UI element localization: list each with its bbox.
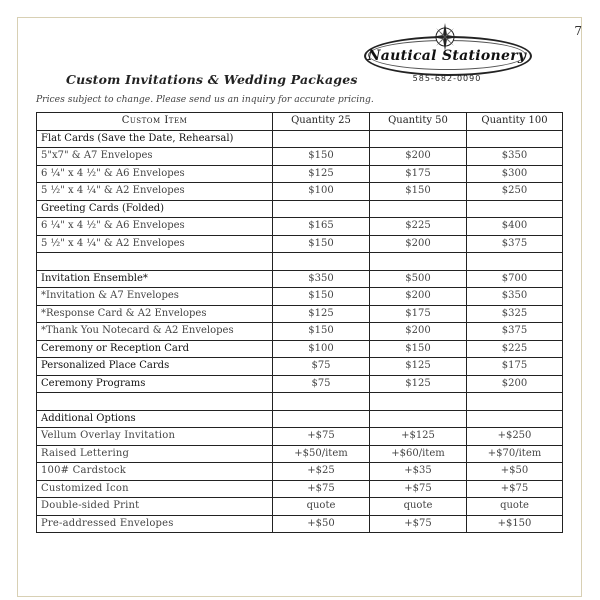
price-cell: $125 (370, 375, 467, 393)
price-cell: $375 (467, 323, 563, 341)
item-label: Flat Cards (Save the Date, Rehearsal) (37, 130, 273, 148)
item-label: Raised Lettering (37, 445, 273, 463)
header-custom-item: Custom Item (37, 113, 273, 131)
price-cell (467, 200, 563, 218)
price-cell: $200 (370, 235, 467, 253)
price-cell: $400 (467, 218, 563, 236)
price-cell (370, 393, 467, 411)
table-row (37, 253, 563, 271)
price-cell: quote (273, 498, 370, 516)
table-header-row (37, 113, 563, 131)
price-cell: $150 (273, 235, 370, 253)
price-cell: $325 (467, 305, 563, 323)
item-label: *Invitation & A7 Envelopes (37, 288, 273, 306)
price-cell: quote (370, 498, 467, 516)
table-row (37, 183, 563, 201)
table-row (37, 393, 563, 411)
page-subtitle: Prices subject to change. Please send us an inquiry for accurate pricing. (36, 94, 374, 105)
price-cell: $150 (370, 183, 467, 201)
table-row (37, 445, 563, 463)
page-title: Custom Invitations & Wedding Packages (66, 72, 358, 87)
price-cell: $200 (370, 288, 467, 306)
price-cell: +$250 (467, 428, 563, 446)
price-cell: $100 (273, 340, 370, 358)
table-row (37, 375, 563, 393)
price-cell: $375 (467, 235, 563, 253)
table-row (37, 428, 563, 446)
price-cell: $300 (467, 165, 563, 183)
price-cell: +$60/item (370, 445, 467, 463)
price-cell: $500 (370, 270, 467, 288)
item-label: Greeting Cards (Folded) (37, 200, 273, 218)
price-cell: +$125 (370, 428, 467, 446)
price-cell: $250 (467, 183, 563, 201)
item-label: Additional Options (37, 410, 273, 428)
price-cell: $200 (370, 148, 467, 166)
price-cell (370, 410, 467, 428)
price-cell: +$75 (370, 515, 467, 533)
price-cell (370, 253, 467, 271)
price-cell (467, 410, 563, 428)
price-cell: +$50 (273, 515, 370, 533)
table-row (37, 218, 563, 236)
price-cell: $350 (467, 288, 563, 306)
price-cell: $75 (273, 375, 370, 393)
table-row (37, 463, 563, 481)
price-cell: $100 (273, 183, 370, 201)
item-label: *Thank You Notecard & A2 Envelopes (37, 323, 273, 341)
item-label: Ceremony Programs (37, 375, 273, 393)
price-cell: quote (467, 498, 563, 516)
item-label: Pre-addressed Envelopes (37, 515, 273, 533)
price-cell: $175 (370, 165, 467, 183)
price-cell (467, 253, 563, 271)
price-cell (467, 393, 563, 411)
price-cell (273, 393, 370, 411)
item-label (37, 253, 273, 271)
price-cell: +$150 (467, 515, 563, 533)
item-label: 5 ½" x 4 ¼" & A2 Envelopes (37, 183, 273, 201)
table-row (37, 515, 563, 533)
item-label: Ceremony or Reception Card (37, 340, 273, 358)
table-row (37, 130, 563, 148)
price-cell: $125 (273, 305, 370, 323)
price-cell: $700 (467, 270, 563, 288)
price-cell: $175 (370, 305, 467, 323)
price-cell (273, 130, 370, 148)
table-row (37, 288, 563, 306)
price-cell: $350 (467, 148, 563, 166)
table-row (37, 410, 563, 428)
header-quantity-50: Quantity 50 (370, 113, 467, 131)
item-label: Customized Icon (37, 480, 273, 498)
item-label: 100# Cardstock (37, 463, 273, 481)
table-row (37, 270, 563, 288)
price-cell: $200 (467, 375, 563, 393)
price-cell: +$50/item (273, 445, 370, 463)
table-row (37, 480, 563, 498)
brand-logo (364, 30, 530, 86)
table-row (37, 305, 563, 323)
item-label: 5 ½" x 4 ¼" & A2 Envelopes (37, 235, 273, 253)
item-label: 5"x7" & A7 Envelopes (37, 148, 273, 166)
table-row (37, 358, 563, 376)
item-label: Vellum Overlay Invitation (37, 428, 273, 446)
item-label: Double-sided Print (37, 498, 273, 516)
price-cell: $150 (370, 340, 467, 358)
price-cell: $150 (273, 323, 370, 341)
price-cell: $200 (370, 323, 467, 341)
price-cell (370, 200, 467, 218)
item-label: *Response Card & A2 Envelopes (37, 305, 273, 323)
price-cell (273, 253, 370, 271)
item-label: Invitation Ensemble* (37, 270, 273, 288)
price-cell: $225 (467, 340, 563, 358)
header-quantity-100: Quantity 100 (467, 113, 563, 131)
table-row (37, 235, 563, 253)
logo-name: Nautical Stationery (367, 48, 527, 64)
logo-phone: 585-682-0090 (412, 74, 482, 83)
price-cell: $175 (467, 358, 563, 376)
table-row (37, 323, 563, 341)
price-cell: $165 (273, 218, 370, 236)
price-cell: +$35 (370, 463, 467, 481)
item-label: 6 ¼" x 4 ½" & A6 Envelopes (37, 218, 273, 236)
price-cell: +$75 (467, 480, 563, 498)
item-label: Personalized Place Cards (37, 358, 273, 376)
price-cell: $150 (273, 288, 370, 306)
table-row (37, 498, 563, 516)
price-cell (273, 200, 370, 218)
price-cell: +$75 (370, 480, 467, 498)
page-number: 7 (574, 24, 582, 38)
price-cell (467, 130, 563, 148)
item-label: 6 ¼" x 4 ½" & A6 Envelopes (37, 165, 273, 183)
table-row (37, 200, 563, 218)
price-cell: $125 (370, 358, 467, 376)
table-body (37, 130, 563, 533)
price-cell: $150 (273, 148, 370, 166)
table-row (37, 340, 563, 358)
header-quantity-25: Quantity 25 (273, 113, 370, 131)
price-cell: $75 (273, 358, 370, 376)
price-cell: +$70/item (467, 445, 563, 463)
price-cell (370, 130, 467, 148)
price-cell: $225 (370, 218, 467, 236)
price-cell: $350 (273, 270, 370, 288)
item-label (37, 393, 273, 411)
price-cell: +$75 (273, 480, 370, 498)
price-cell: +$75 (273, 428, 370, 446)
price-cell (273, 410, 370, 428)
price-table (36, 112, 563, 533)
table-row (37, 165, 563, 183)
price-cell: +$25 (273, 463, 370, 481)
price-cell: +$50 (467, 463, 563, 481)
price-cell: $125 (273, 165, 370, 183)
table-row (37, 148, 563, 166)
